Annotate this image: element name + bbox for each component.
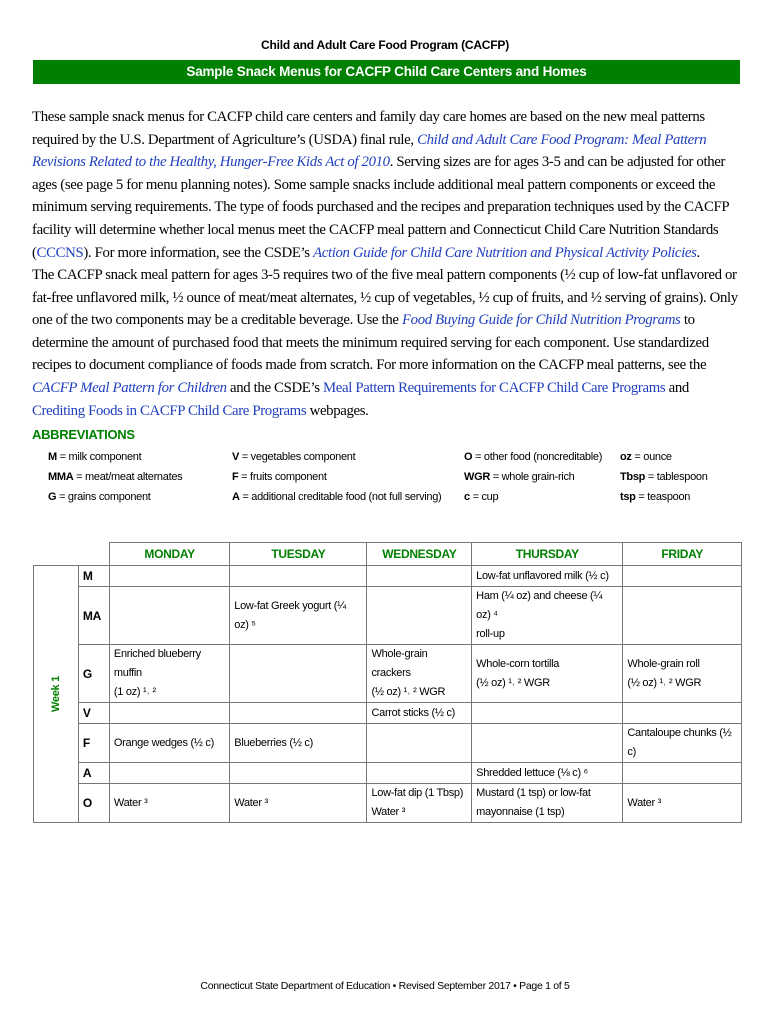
intro-paragraph-1 [32,106,742,264]
p1-text-c: ). For more information, see the CSDE’s [83,244,314,261]
menu-cell: Mustard (1 tsp) or low-fat mayonnaise (1 tsp) [472,784,623,823]
abbreviation-desc: = cup [469,491,499,503]
menu-row-ma [34,587,742,645]
abbreviation-item [464,467,602,487]
p2-text-a: The CACFP snack meal pattern for ages 3-5 requires two of the five meal pattern components (½ cup of low-fat unflavored or fat-free unflavored milk, ½ ounce of meat/meat alternates, ½ cup of vegetables, ½ cup of fruits, and ½ serving of grains). Only one of the two components may be a creditable beverage. Use the [32,267,738,329]
page-footer: Connecticut State Department of Education • Revised September 2017 • Page 1 of 5 [200,980,570,992]
program-title: Child and Adult Care Food Program (CACFP) [260,38,510,52]
p2-text-b: to determine the amount of purchased food that meets the minimum required serving for each component. Use standardized recipes to document compliance of foods made from scratch. For more information on the CACFP meal patterns, see the [32,312,709,374]
menu-cell: Shredded lettuce (⅛ c) ⁶ [472,763,623,784]
menu-row-f [34,724,742,763]
abbreviation-key: A [232,491,240,503]
p1-text-b: . Serving sizes are for ages 3-5 and can be adjusted for other ages (see page 5 for menu planning notes). Some sample snacks include additional meal pattern components or exceed the minimum serving requirements. The type of foods purchased and the recipes and preparation techniques used by the CACFP facility will determine whether local menus meet the CACFP meal pattern and Connecticut Child Care Nutrition Standards ( [32,154,729,261]
abbreviation-desc: = fruits component [238,471,327,483]
day-header-monday: MONDAY [109,543,229,566]
menu-cell [367,566,472,587]
menu-cell: Low-fat Greek yogurt (¼ oz) ⁵ [230,587,367,645]
abbreviation-desc: = grains component [56,491,151,503]
menu-cell: Low-fat unflavored milk (½ c) [472,566,623,587]
menu-cell: Blueberries (½ c) [230,724,367,763]
menu-row-g [34,645,742,703]
abbreviation-key: oz [620,451,632,463]
menu-cell: Cantaloupe chunks (½ c) [623,724,742,763]
abbreviation-key: V [232,451,240,463]
abbreviation-item [464,487,602,507]
link-cacfp-meal-pattern[interactable]: CACFP Meal Pattern for Children [32,379,227,396]
menu-cell [230,703,367,724]
abbreviation-desc: = vegetables component [239,451,356,463]
snack-menu-table [33,542,742,823]
component-label: M [78,566,109,587]
abbreviation-desc: = whole grain-rich [489,471,575,483]
intro-paragraph-2 [32,264,742,422]
menu-cell: Ham (¼ oz) and cheese (¼ oz) ⁴ roll-up [472,587,623,645]
abbreviations-column-1 [48,447,182,507]
menu-cell [109,566,229,587]
menu-cell: Enriched blueberry muffin (1 oz) ¹˒ ² [109,645,229,703]
abbreviation-key: c [464,491,470,503]
p2-text-d: and [665,379,689,396]
day-header-tuesday: TUESDAY [230,543,367,566]
abbreviation-key: O [464,451,473,463]
component-label: A [78,763,109,784]
menu-cell [623,763,742,784]
component-label: G [78,645,109,703]
abbreviation-item [620,447,708,467]
abbreviation-desc: = meat/meat alternates [73,471,183,483]
menu-cell [109,763,229,784]
menu-cell: Whole-grain roll (½ oz) ¹˒ ² WGR [623,645,742,703]
menu-row-m [34,566,742,587]
menu-cell [109,587,229,645]
abbreviation-item [48,467,182,487]
day-header-wednesday: WEDNESDAY [367,543,472,566]
p2-text-c: and the CSDE’s [226,379,323,396]
link-food-buying-guide[interactable]: Food Buying Guide for Child Nutrition Programs [401,312,681,329]
menu-cell [623,703,742,724]
week-label-cell [34,566,79,823]
menu-cell: Whole-corn tortilla (½ oz) ¹˒ ² WGR [472,645,623,703]
menu-row-a [34,763,742,784]
link-crediting-foods[interactable]: Crediting Foods in CACFP Child Care Programs [32,402,307,419]
menu-cell: Low-fat dip (1 Tbsp) Water ³ [367,784,472,823]
menu-cell [367,724,472,763]
menu-cell [367,587,472,645]
p1-text-a: These sample snack menus for CACFP child care centers and family day care homes are based on the new meal patterns required by the U.S. Department of Agriculture’s (USDA) final rule, [32,109,705,148]
day-header-friday: FRIDAY [623,543,742,566]
header-blank-cell [34,543,110,566]
abbreviation-key: M [48,451,57,463]
menu-cell: Orange wedges (½ c) [109,724,229,763]
abbreviation-key: G [48,491,57,503]
abbreviation-desc: = teaspoon [635,491,691,503]
abbreviation-desc: = additional creditable food (not full serving) [239,491,442,503]
p1-text-d: . [696,244,700,261]
menu-cell [472,703,623,724]
link-meal-pattern-revisions[interactable]: Child and Adult Care Food Program: Meal Pattern Revisions Related to the Healthy, Hunger-Free Kids Act of 2010 [32,131,707,171]
abbreviation-item [232,467,441,487]
component-label: MA [78,587,109,645]
menu-cell [230,763,367,784]
abbreviation-key: tsp [620,491,636,503]
menu-cell [472,724,623,763]
abbreviation-item [232,487,441,507]
abbreviation-key: WGR [464,471,490,483]
abbreviation-key: F [232,471,239,483]
menu-cell: Water ³ [230,784,367,823]
link-cccns[interactable]: CCCNS [36,244,84,261]
abbreviation-key: Tbsp [620,471,646,483]
week-label: Week 1 [49,676,62,712]
menu-cell [367,763,472,784]
menu-cell [623,566,742,587]
link-action-guide[interactable]: Action Guide for Child Care Nutrition and Physical Activity Policies [313,244,697,261]
component-label: V [78,703,109,724]
menu-row-o [34,784,742,823]
abbreviation-item [232,447,441,467]
menu-cell [623,587,742,645]
abbreviation-item [620,467,708,487]
menu-cell: Whole-grain crackers (½ oz) ¹˒ ² WGR [367,645,472,703]
menu-cell [230,566,367,587]
page-title-banner: Sample Snack Menus for CACFP Child Care Centers and Homes [33,60,740,84]
abbreviation-item [620,487,708,507]
component-label: O [78,784,109,823]
menu-cell: Water ³ [109,784,229,823]
link-meal-pattern-requirements[interactable]: Meal Pattern Requirements for CACFP Child Care Programs [323,379,666,396]
abbreviations-column-4 [620,447,708,507]
menu-cell [109,703,229,724]
menu-cell: Carrot sticks (½ c) [367,703,472,724]
abbreviations-column-2 [232,447,441,507]
menu-cell [230,645,367,703]
abbreviations-column-3 [464,447,602,507]
day-header-thursday: THURSDAY [472,543,623,566]
abbreviation-desc: = tablespoon [645,471,708,483]
abbreviation-item [464,447,602,467]
component-label: F [78,724,109,763]
abbreviation-desc: = ounce [631,451,672,463]
p2-text-e: webpages. [306,402,369,419]
abbreviations-heading: ABBREVIATIONS [32,427,135,442]
abbreviation-desc: = other food (noncreditable) [472,451,603,463]
abbreviation-desc: = milk component [56,451,142,463]
abbreviation-item [48,487,182,507]
menu-cell: Water ³ [623,784,742,823]
menu-header-row [34,543,742,566]
abbreviation-item [48,447,182,467]
menu-row-v [34,703,742,724]
abbreviation-key: MMA [48,471,74,483]
